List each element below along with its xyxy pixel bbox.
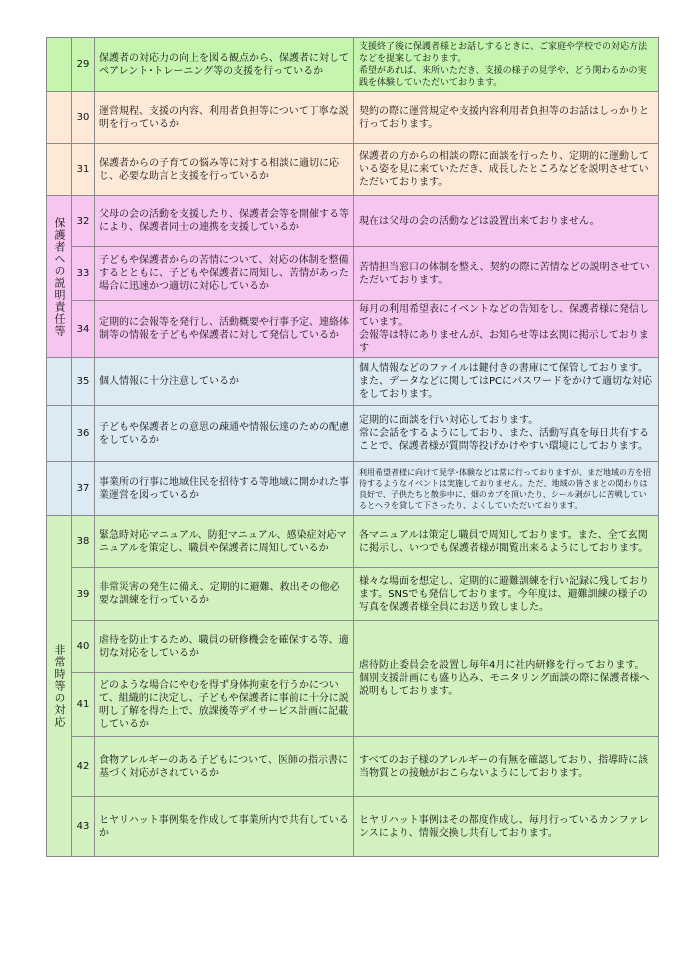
row-number: 29 <box>72 38 95 92</box>
answer-cell-merged: 虐待防止委員会を設置し毎年4月に社内研修を行っております。個別支援計画にも盛り込み、モニタリング面談の際に保護者様へ説明もしております。 <box>354 621 659 737</box>
category-label-cell <box>47 516 72 857</box>
answer-cell: 利用希望者様に向けて見学･体験などは常に行っておりますが、まだ地域の方を招待するようなイベントは実施しておりません。ただ、地域の皆さまとの関わりは良好で、子供たちと散歩中に、畑のカブを頂いたり、シール剥がしに苦戦しているとヘラを貸して下さったり、よくしていただいております。 <box>354 462 659 516</box>
category-cell-blank <box>47 38 72 92</box>
row-number: 36 <box>72 406 95 462</box>
question-cell: 個人情報に十分注意しているか <box>95 358 354 406</box>
row-number: 34 <box>72 301 95 358</box>
category-cell-blank <box>47 144 72 196</box>
row-number: 30 <box>72 92 95 144</box>
table-row <box>47 38 659 92</box>
row-number: 43 <box>72 797 95 857</box>
table-row <box>47 516 659 568</box>
row-number: 41 <box>72 673 95 737</box>
category-label-setsumei: 保護者への説明責任等 <box>53 216 66 337</box>
row-number: 31 <box>72 144 95 196</box>
question-cell: ヒヤリハット事例集を作成して事業所内で共有しているか <box>95 797 354 857</box>
table-row <box>47 301 659 358</box>
category-cell-blank <box>47 406 72 462</box>
row-number: 42 <box>72 737 95 797</box>
answer-cell: 個人情報などのファイルは鍵付きの書庫にて保管しております。また、データなどに関してはPCにパスワードをかけて適切な対応をしております。 <box>354 358 659 406</box>
question-cell: 事業所の行事に地域住民を招待する等地域に開かれた事業運営を図っているか <box>95 462 354 516</box>
category-cell-blank <box>47 92 72 144</box>
answer-cell: 各マニュアルは策定し職員で周知しております。また、全て玄関に掲示し、いつでも保護者様が閲覧出来るようにしております。 <box>354 516 659 568</box>
question-cell: 保護者の対応力の向上を図る観点から、保護者に対してペアレント･トレーニング等の支援を行っているか <box>95 38 354 92</box>
category-cell-blank <box>47 358 72 406</box>
question-cell: どのような場合にやむを得ず身体拘束を行うかについて、組織的に決定し、子どもや保護者に事前に十分に説明し了解を得た上で、放課後等デイサービス計画に記載しているか <box>95 673 354 737</box>
table-row <box>47 196 659 247</box>
self-evaluation-table <box>46 37 659 857</box>
answer-cell: すべてのお子様のアレルギーの有無を確認しており、指導時に該当物質との接触がおこらないようにしております。 <box>354 737 659 797</box>
answer-cell: 契約の際に運営規定や支援内容利用者負担等のお話はしっかりと行っております。 <box>354 92 659 144</box>
question-cell: 虐待を防止するため、職員の研修機会を確保する等、適切な対応をしているか <box>95 621 354 673</box>
table-row <box>47 462 659 516</box>
question-cell: 子どもや保護者からの苦情について、対応の体制を整備するとともに、子どもや保護者に周知し、苦情があった場合に迅速かつ適切に対応しているか <box>95 247 354 301</box>
question-cell: 父母の会の活動を支援したり、保護者会等を開催する等により、保護者同士の連携を支援しているか <box>95 196 354 247</box>
row-number: 37 <box>72 462 95 516</box>
table-row <box>47 797 659 857</box>
answer-cell: 支援終了後に保護者様とお話しするときに、ご家庭や学校での対応方法などを提案しております。 希望があれば、来所いただき、支援の様子の見学や、どう関わるかの実践を体験していただいております。 <box>354 38 659 92</box>
table-row <box>47 406 659 462</box>
answer-cell: 様々な場面を想定し、定期的に避難訓練を行い記録に残しております。SNSでも発信しております。今年度は、避難訓練の様子の写真を保護者様全員にお送り致しました。 <box>354 568 659 621</box>
table-row <box>47 621 659 673</box>
row-number: 33 <box>72 247 95 301</box>
answer-cell: 定期的に面談を行い対応しております。 常に会話をするようにしており、また、活動写真を毎日共有することで、保護者様が質問等投げかけやすい環境にしております。 <box>354 406 659 462</box>
category-cell-blank <box>47 462 72 516</box>
category-label-cell <box>47 196 72 358</box>
answer-cell: 現在は父母の会の活動などは設置出来ておりません。 <box>354 196 659 247</box>
table-row <box>47 92 659 144</box>
question-cell: 非常災害の発生に備え、定期的に避難、救出その他必要な訓練を行っているか <box>95 568 354 621</box>
answer-cell: 保護者の方からの相談の際に面談を行ったり、定期的に運動している姿を見に来ていただき、成長したところなどを説明させていただいております。 <box>354 144 659 196</box>
row-number: 39 <box>72 568 95 621</box>
category-label-hijoji: 非常時等の対応 <box>53 644 66 728</box>
question-cell: 運営規程、支援の内容、利用者負担等について丁寧な説明を行っているか <box>95 92 354 144</box>
table-row <box>47 737 659 797</box>
row-number: 40 <box>72 621 95 673</box>
row-number: 38 <box>72 516 95 568</box>
table-row <box>47 568 659 621</box>
table-row <box>47 358 659 406</box>
question-cell: 子どもや保護者との意思の疎通や情報伝達のための配慮をしているか <box>95 406 354 462</box>
table-row <box>47 144 659 196</box>
question-cell: 保護者からの子育ての悩み等に対する相談に適切に応じ、必要な助言と支援を行っているか <box>95 144 354 196</box>
table-row <box>47 247 659 301</box>
question-cell: 定期的に会報等を発行し、活動概要や行事予定、連絡体制等の情報を子どもや保護者に対して発信しているか <box>95 301 354 358</box>
answer-cell: 苦情担当窓口の体制を整え、契約の際に苦情などの説明させていただいております。 <box>354 247 659 301</box>
row-number: 35 <box>72 358 95 406</box>
question-cell: 緊急時対応マニュアル、防犯マニュアル、感染症対応マニュアルを策定し、職員や保護者に周知しているか <box>95 516 354 568</box>
row-number: 32 <box>72 196 95 247</box>
answer-cell: ヒヤリハット事例はその都度作成し、毎月行っているカンファレンスにより、情報交換し共有しております。 <box>354 797 659 857</box>
answer-cell: 毎月の利用希望表にイベントなどの告知をし、保護者様に発信しています。 会報等は特にありませんが、お知らせ等は玄関に掲示しております <box>354 301 659 358</box>
question-cell: 食物アレルギーのある子どもについて、医師の指示書に基づく対応がされているか <box>95 737 354 797</box>
